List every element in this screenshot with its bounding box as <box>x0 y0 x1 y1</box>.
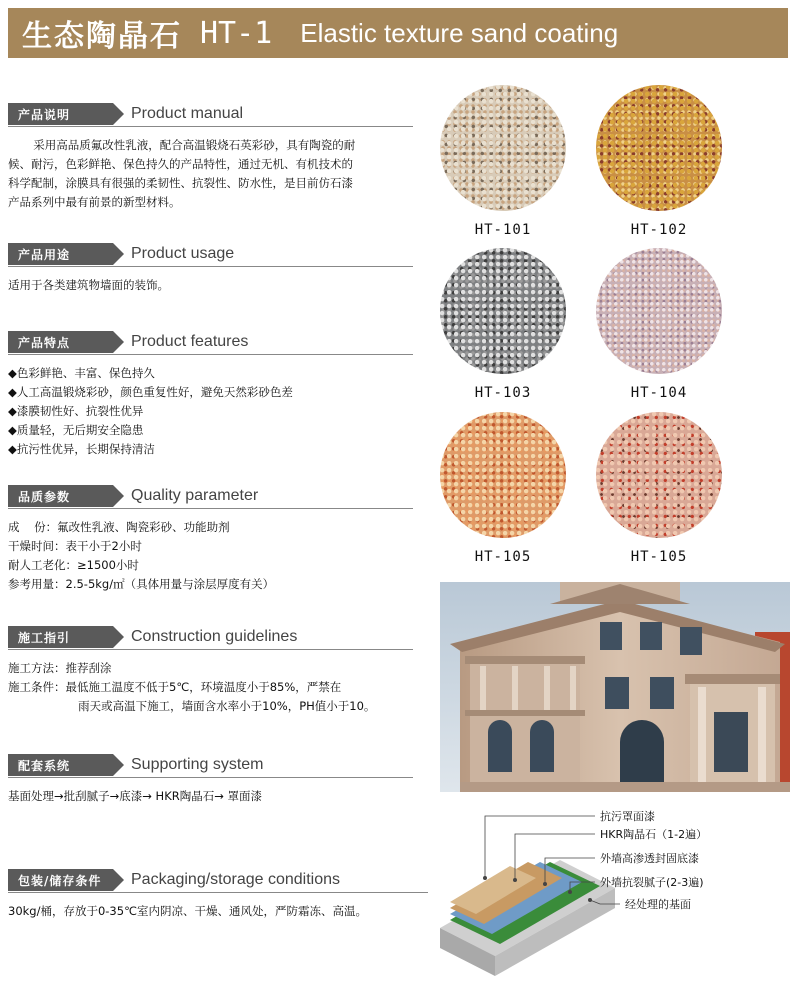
section-header <box>8 625 413 649</box>
section-title-en: Quality parameter <box>131 487 259 504</box>
section-header <box>8 484 413 508</box>
divider <box>8 508 413 509</box>
text-line: 候、耐污，色彩鲜艳、保色持久的产品特性，通过无机、有机技术的 <box>8 157 353 171</box>
feature-item: ◆抗污性优异，长期保持清洁 <box>8 442 155 456</box>
section-tag: 配套系统 <box>8 754 113 776</box>
section-header <box>8 868 428 892</box>
parameter-list <box>8 518 413 594</box>
sample-swatch <box>596 85 722 211</box>
parameter-item: 参考用量：2.5-5kg/㎡（具体用量与涂层厚度有关） <box>8 577 275 591</box>
section-body <box>8 902 428 921</box>
section-packaging <box>8 868 428 921</box>
layer-diagram <box>440 800 795 976</box>
sample-label: HT-104 <box>630 385 688 401</box>
section-body <box>8 659 413 716</box>
sample-label: HT-101 <box>474 222 532 238</box>
text-line: 科学配制，涂膜具有很强的柔韧性、抗裂性、防水性，是目前仿石漆 <box>8 176 353 190</box>
feature-item: ◆漆膜韧性好、抗裂性优异 <box>8 404 144 418</box>
text-line: 适用于各类建筑物墙面的装饰。 <box>8 278 169 292</box>
sample-label: HT-105 <box>474 549 532 565</box>
sample-label: HT-103 <box>474 385 532 401</box>
section-body <box>8 136 413 212</box>
section-tag: 包装/储存条件 <box>8 869 113 891</box>
section-tag: 产品特点 <box>8 331 113 353</box>
sample-swatch <box>440 85 566 211</box>
section-header <box>8 242 413 266</box>
text-line: 基面处理→批刮腻子→底漆→ HKR陶晶石→ 罩面漆 <box>8 789 263 803</box>
section-title-en: Packaging/storage conditions <box>131 871 341 888</box>
construction-method: 施工方法：推荐刮涂 <box>8 661 112 675</box>
section-construction-guidelines <box>8 625 413 716</box>
sample-swatch <box>596 248 722 374</box>
feature-list <box>8 364 413 459</box>
divider <box>8 892 428 893</box>
sample-swatch <box>440 412 566 538</box>
building-photo <box>440 582 790 792</box>
section-product-features <box>8 330 413 459</box>
divider <box>8 266 413 267</box>
text-line: 产品系列中最有前景的新型材料。 <box>8 195 181 209</box>
section-supporting-system <box>8 753 413 806</box>
section-title-en: Product usage <box>131 245 235 262</box>
section-tag: 施工指引 <box>8 626 113 648</box>
sample-label: HT-105 <box>630 549 688 565</box>
section-body <box>8 787 413 806</box>
construction-condition: 施工条件：最低施工温度不低于5℃，环境温度小于85%，严禁在 <box>8 680 342 694</box>
text-line: 30kg/桶，存放于0-35℃室内阴凉、干燥、通风处，严防霜冻、高温。 <box>8 904 367 918</box>
text-line: 采用高品质氟改性乳液，配合高温锻烧石英彩砂，具有陶瓷的耐 <box>33 138 356 152</box>
section-product-usage <box>8 242 413 295</box>
layer-label-base: 经处理的基面 <box>625 898 691 911</box>
section-title-en: Construction guidelines <box>131 628 298 645</box>
section-product-manual <box>8 102 413 212</box>
sample-swatch <box>596 412 722 538</box>
section-tag: 品质参数 <box>8 485 113 507</box>
feature-item: ◆人工高温锻烧彩砂，颜色重复性好，避免天然彩砂色差 <box>8 385 293 399</box>
section-title-en: Supporting system <box>131 756 264 773</box>
title-cn: 生态陶晶石 <box>22 19 182 54</box>
title-en: Elastic texture sand coating <box>300 17 619 48</box>
sample-swatch <box>440 248 566 374</box>
section-tag: 产品用途 <box>8 243 113 265</box>
section-title-en: Product features <box>131 333 249 350</box>
section-title-en: Product manual <box>131 105 244 122</box>
divider <box>8 777 413 778</box>
section-header <box>8 753 413 777</box>
parameter-item: 干燥时间：表干小于2小时 <box>8 539 142 553</box>
layer-label-putty: 外墙抗裂腻子(2-3遍) <box>600 876 704 889</box>
divider <box>8 354 413 355</box>
construction-condition-cont: 雨天或高温下施工，墙面含水率小于10%，PH值小于10。 <box>78 699 376 713</box>
layer-label-sand: HKR陶晶石（1-2遍） <box>600 828 708 841</box>
parameter-item: 耐人工老化：≥1500小时 <box>8 558 139 572</box>
section-tag: 产品说明 <box>8 103 113 125</box>
layer-label-topcoat: 抗污罩面漆 <box>600 810 655 823</box>
section-header <box>8 102 413 126</box>
section-body <box>8 276 413 295</box>
section-header <box>8 330 413 354</box>
divider <box>8 649 413 650</box>
sample-label: HT-102 <box>630 222 688 238</box>
feature-item: ◆质量轻，无后期安全隐患 <box>8 423 144 437</box>
section-quality-parameter <box>8 484 413 594</box>
feature-item: ◆色彩鲜艳、丰富、保色持久 <box>8 366 155 380</box>
divider <box>8 126 413 127</box>
layer-label-primer: 外墙高渗透封固底漆 <box>600 852 699 865</box>
product-code: HT-1 <box>200 15 273 51</box>
title-bar <box>8 8 788 58</box>
parameter-item: 成 份：氟改性乳液、陶瓷彩砂、功能助剂 <box>8 520 230 534</box>
